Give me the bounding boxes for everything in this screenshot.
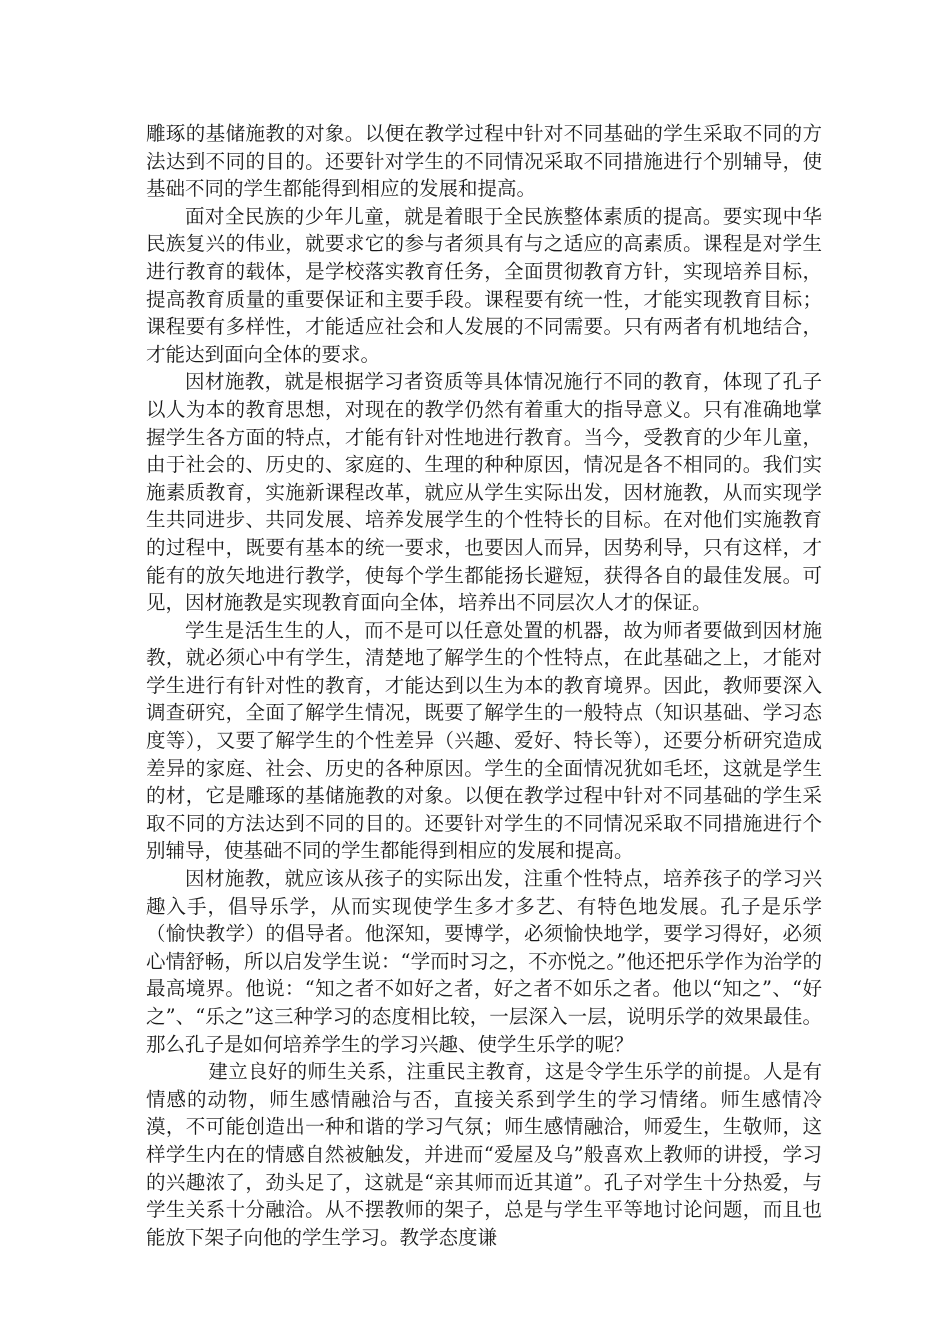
paragraph-teacher-student-relationship: 建立良好的师生关系，注重民主教育，这是令学生乐学的前提。人是有情感的动物，师生感情融洽与否，直接关系到学生的学习情绪。师生感情冷漠，不可能创造出一种和谐的学习气氛；师生感情融洽，师爱生，生敬师，这样学生内在的情感自然被触发，并进而“爱屋及乌”般喜欢上教师的讲授，学习的兴趣浓了，劲头足了，这就是“亲其师而近其道”。孔子对学生十分热爱，与学生关系十分融洽。从不摆教师的架子，总是与学生平等地讨论问题，而且也能放下架子向他的学生学习。教学态度谦 <box>146 1060 822 1249</box>
document-body <box>146 120 822 1251</box>
paragraph-whole-nation: 面对全民族的少年儿童，就是着眼于全民族整体素质的提高。要实现中华民族复兴的伟业，就要求它的参与者须具有与之适应的高素质。课程是对学生进行教育的载体，是学校落实教育任务，全面贯彻教育方针，实现培养目标，提高教育质量的重要保证和主要手段。课程要有统一性，才能实现教育目标；课程要有多样性，才能适应社会和人发展的不同需要。只有两者有机地结合，才能达到面向全体的要求。 <box>146 204 822 366</box>
paragraph-teaching-by-aptitude: 因材施教，就是根据学习者资质等具体情况施行不同的教育，体现了孔子以人为本的教育思想，对现在的教学仍然有着重大的指导意义。只有准确地掌握学生各方面的特点，才能有针对性地进行教育。当今，受教育的少年儿童，由于社会的、历史的、家庭的、生理的种种原因，情况是各不相同的。我们实施素质教育，实施新课程改革，就应从学生实际出发，因材施教，从而实现学生共同进步、共同发展、培养发展学生的个性特长的目标。在对他们实施教育的过程中，既要有基本的统一要求，也要因人而异，因势利导，只有这样，才能有的放矢地进行教学，使每个学生都能扬长避短，获得各自的最佳发展。可见，因材施教是实现教育面向全体，培养出不同层次人才的保证。 <box>146 370 822 615</box>
paragraph-continued: 雕琢的基储施教的对象。以便在教学过程中针对不同基础的学生采取不同的方法达到不同的目的。还要针对学生的不同情况采取不同措施进行个别辅导，使基础不同的学生都能得到相应的发展和提高。 <box>146 122 822 201</box>
paragraph-happy-learning: 因材施教，就应该从孩子的实际出发，注重个性特点，培养孩子的学习兴趣入手，倡导乐学，从而实现使学生多才多艺、有特色地发展。孔子是乐学（愉快教学）的倡导者。他深知，要博学，必须愉快地学，要学习得好，必须心情舒畅，所以启发学生说：“学而时习之，不亦悦之。”他还把乐学作为治学的最高境界。他说：“知之者不如好之者，好之者不如乐之者。他以“知之”、“好之”、“乐之”这三种学习的态度相比较，一层深入一层，说明乐学的效果最佳。那么孔子是如何培养学生的学习兴趣、使学生乐学的呢？ <box>146 867 822 1056</box>
paragraph-students-are-people: 学生是活生生的人，而不是可以任意处置的机器，故为师者要做到因材施教，就必须心中有学生，清楚地了解学生的个性特点，在此基础之上，才能对学生进行有针对性的教育，才能达到以生为本的教育境界。因此，教师要深入调查研究，全面了解学生情况，既要了解学生的一般特点（知识基础、学习态度等），又要了解学生的个性差异（兴趣、爱好、特长等），还要分析研究造成差异的家庭、社会、历史的各种原因。学生的全面情况犹如毛坯，这就是学生的材，它是雕琢的基储施教的对象。以便在教学过程中针对不同基础的学生采取不同的方法达到不同的目的。还要针对学生的不同情况采取不同措施进行个别辅导，使基础不同的学生都能得到相应的发展和提高。 <box>146 618 822 863</box>
